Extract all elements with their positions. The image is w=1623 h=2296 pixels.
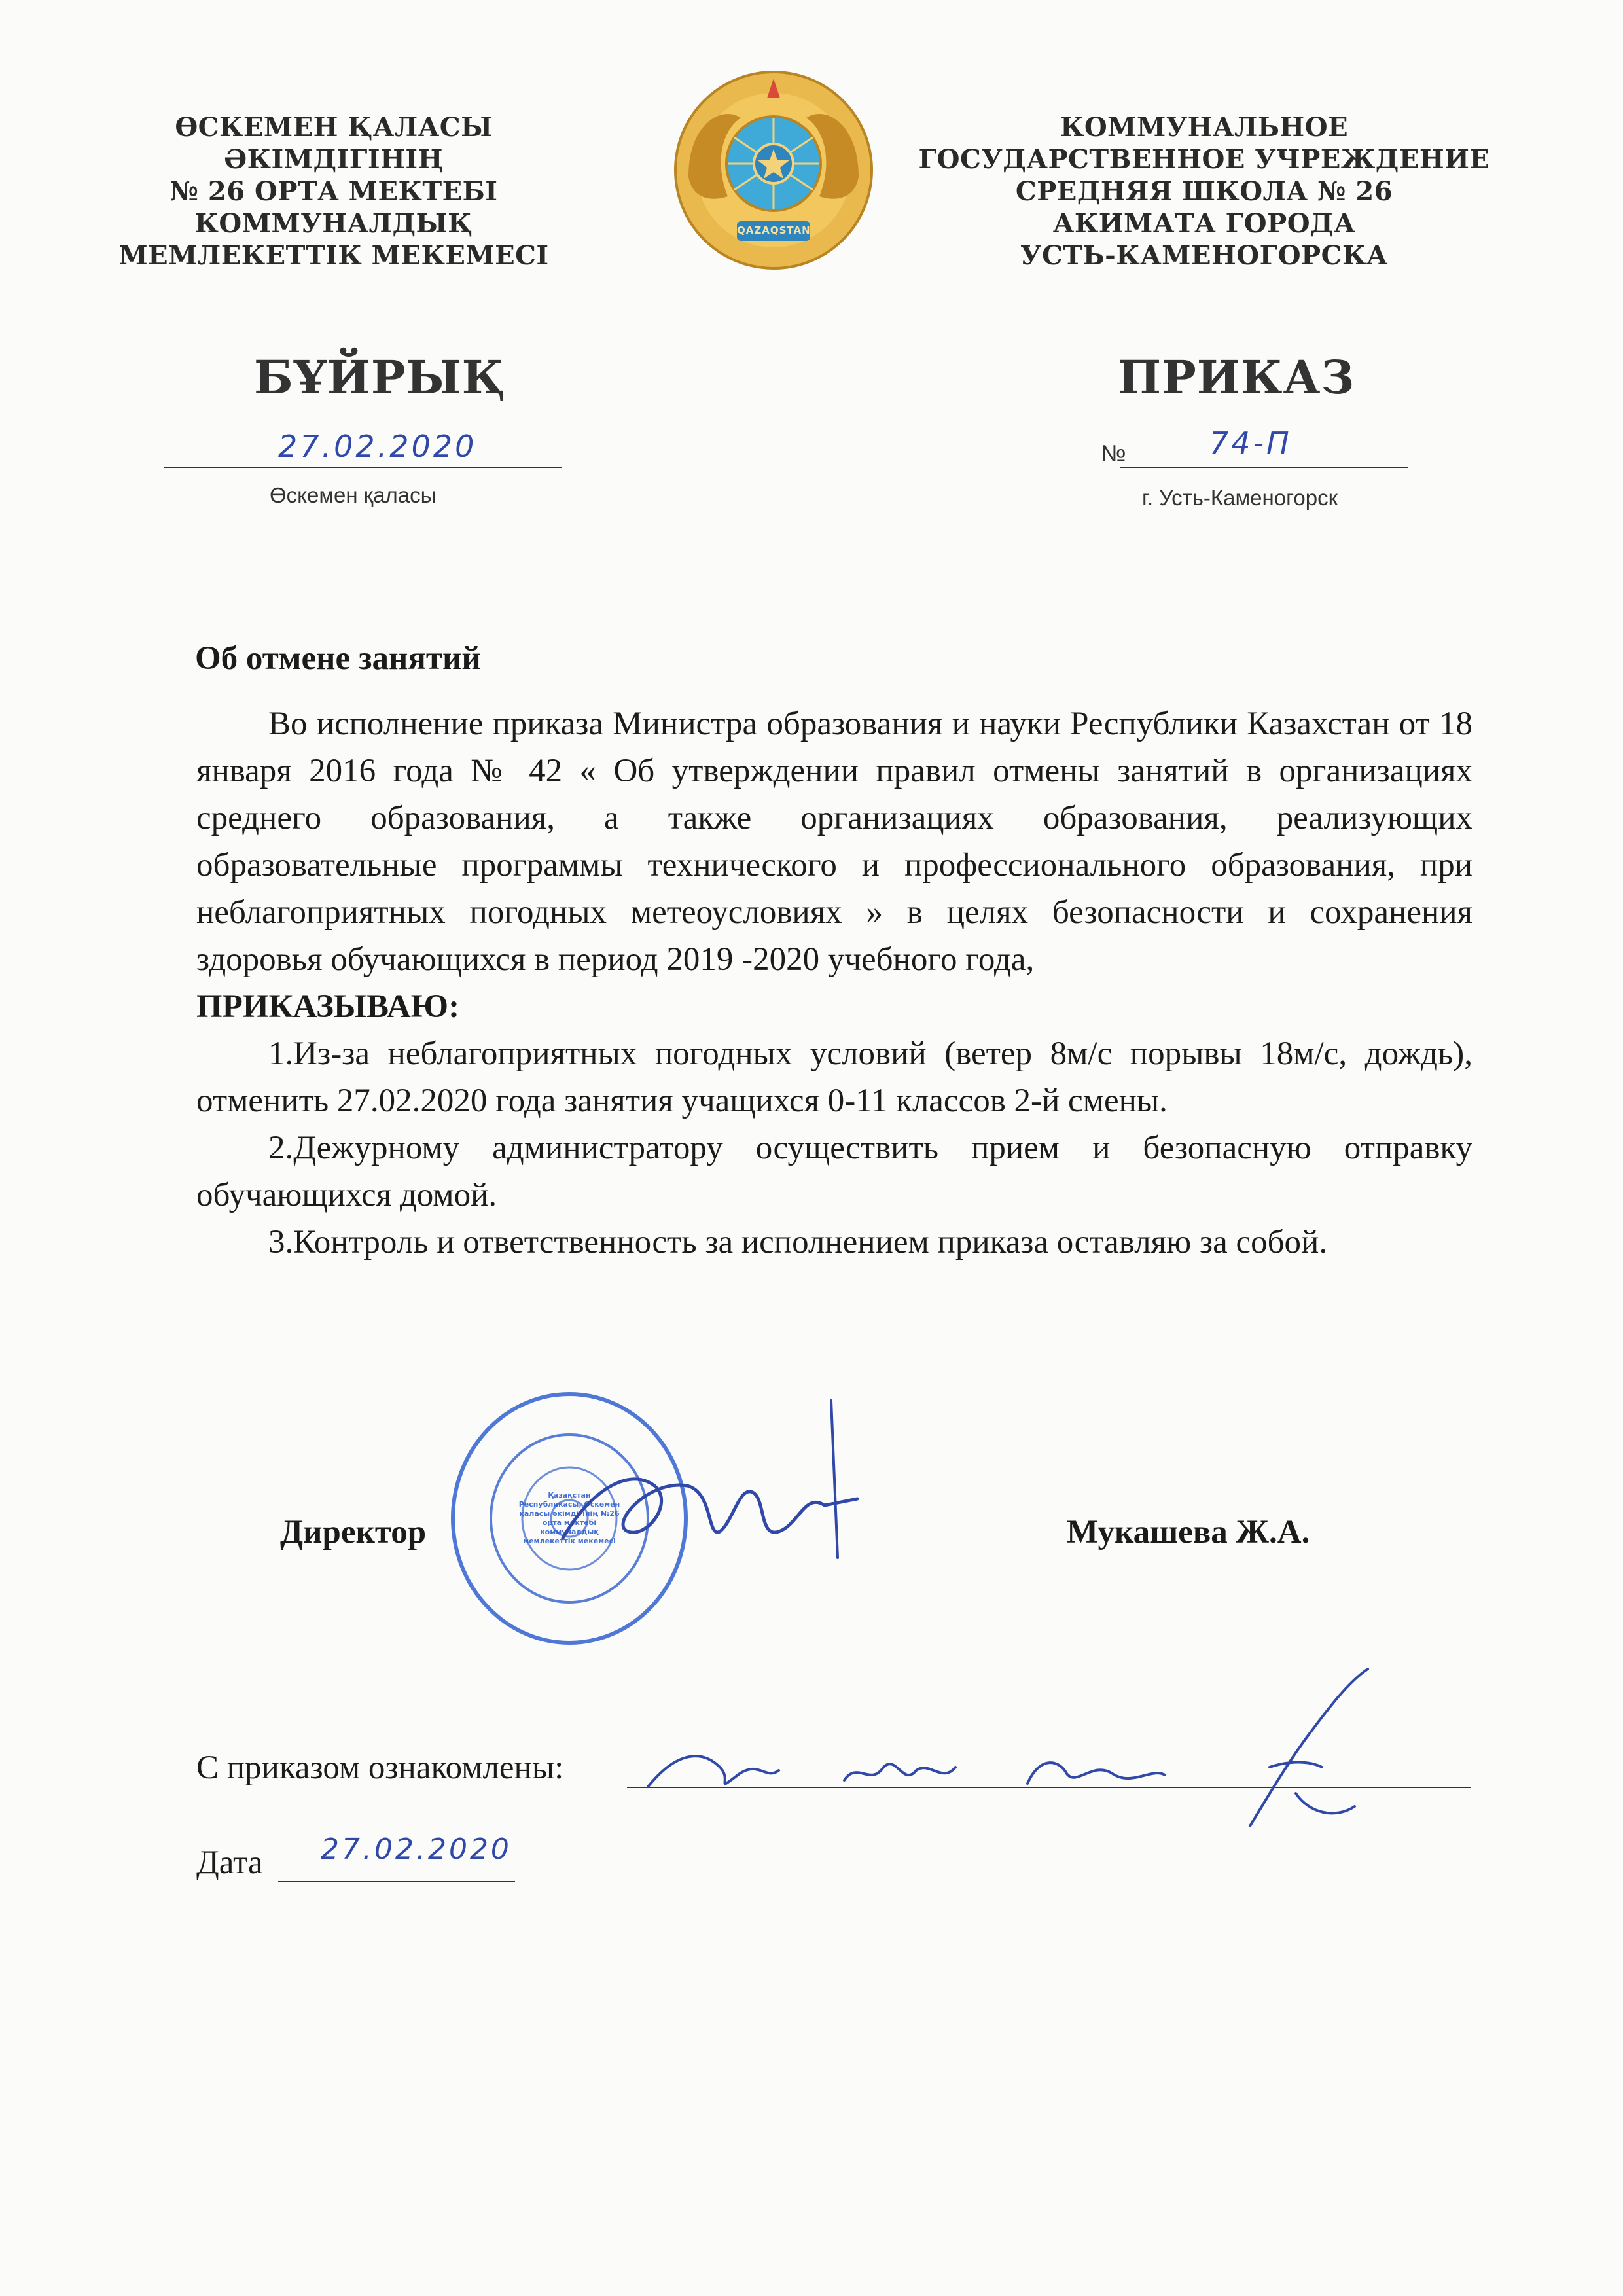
order-preamble: Во исполнение приказа Министра образования и науки Республики Казахстан от 18 января 2016 года № 42 « Об утверждении правил отмены занятий в организациях среднего образования, а также организациях образования, реализующих образовательные программы технического и профессионального образования, при неблагоприятных погодных метеоусловиях » в целях безопасности и сохранения здоровья обучающихся в период 2019 -2020 учебного года, bbox=[196, 706, 1472, 978]
order-title: Об отмене занятий bbox=[195, 640, 481, 677]
kazakhstan-emblem-icon bbox=[669, 65, 878, 275]
header-left-kz bbox=[98, 111, 569, 272]
order-city-ru: г. Усть-Каменогорск bbox=[1142, 486, 1338, 510]
acquainted-label: С приказом ознакомлены: bbox=[196, 1749, 564, 1786]
header-right-ru bbox=[910, 111, 1499, 272]
director-signature-icon bbox=[550, 1388, 877, 1610]
doc-type-kz: БҰЙРЫҚ bbox=[254, 350, 506, 404]
header-right-line: КОММУНАЛЬНОЕ bbox=[1060, 112, 1349, 143]
order-date-line bbox=[164, 467, 562, 468]
doc-type-ru: ПРИКАЗ bbox=[1118, 350, 1355, 404]
date-line bbox=[278, 1881, 515, 1882]
header-right-line: ГОСУДАРСТВЕННОЕ УЧРЕЖДЕНИЕ bbox=[918, 144, 1490, 175]
order-word: ПРИКАЗЫВАЮ: bbox=[196, 988, 460, 1025]
stamp-text: Қазақстан Республикасы, Өскемен қаласы әкімдігінің №26 орта мектебі коммуналдық мемлекеттік мекемесі bbox=[518, 1491, 620, 1545]
order-item: 1.Из-за неблагоприятных погодных условий (ветер 8м/с порывы 18м/с, дождь), отменить 27.02.2020 года занятия учащихся 0-11 классов 2-й смены. bbox=[196, 1035, 1472, 1119]
header-right-line: СРЕДНЯЯ ШКОЛА № 26 bbox=[1015, 176, 1393, 207]
emblem-label: QAZAQSTAN bbox=[737, 224, 811, 236]
header-left-line: КОММУНАЛДЫҚ bbox=[194, 208, 473, 239]
order-body bbox=[196, 700, 1472, 1266]
order-number-handwritten: 74-П bbox=[1209, 425, 1292, 461]
order-city-kz: Өскемен қаласы bbox=[270, 483, 437, 507]
header-left-line: ӨСКЕМЕН ҚАЛАСЫ bbox=[175, 112, 493, 143]
order-item: 2.Дежурному администратору осуществить прием и безопасную отправку обучающихся домой. bbox=[196, 1130, 1472, 1213]
header-left-line: № 26 ОРТА МЕКТЕБІ bbox=[169, 176, 498, 207]
director-position: Директор bbox=[280, 1514, 427, 1551]
staff-signatures-icon bbox=[641, 1662, 1387, 1859]
header-right-line: АКИМАТА ГОРОДА bbox=[1052, 208, 1356, 239]
director-name: Мукашева Ж.А. bbox=[1067, 1514, 1310, 1551]
date-label: Дата bbox=[196, 1844, 263, 1881]
header-left-line: МЕМЛЕКЕТТІК МЕКЕМЕСІ bbox=[118, 240, 549, 271]
order-number-line bbox=[1120, 467, 1408, 468]
order-date-handwritten: 27.02.2020 bbox=[278, 429, 477, 464]
header-right-line: УСТЬ-КАМЕНОГОРСКА bbox=[1020, 240, 1388, 271]
order-number-prefix: № bbox=[1101, 440, 1126, 467]
order-item: 3.Контроль и ответственность за исполнением приказа оставляю за собой. bbox=[268, 1224, 1328, 1261]
footer-date-handwritten: 27.02.2020 bbox=[321, 1833, 512, 1866]
header-left-line: ӘКІМДІГІНІҢ bbox=[224, 144, 444, 175]
